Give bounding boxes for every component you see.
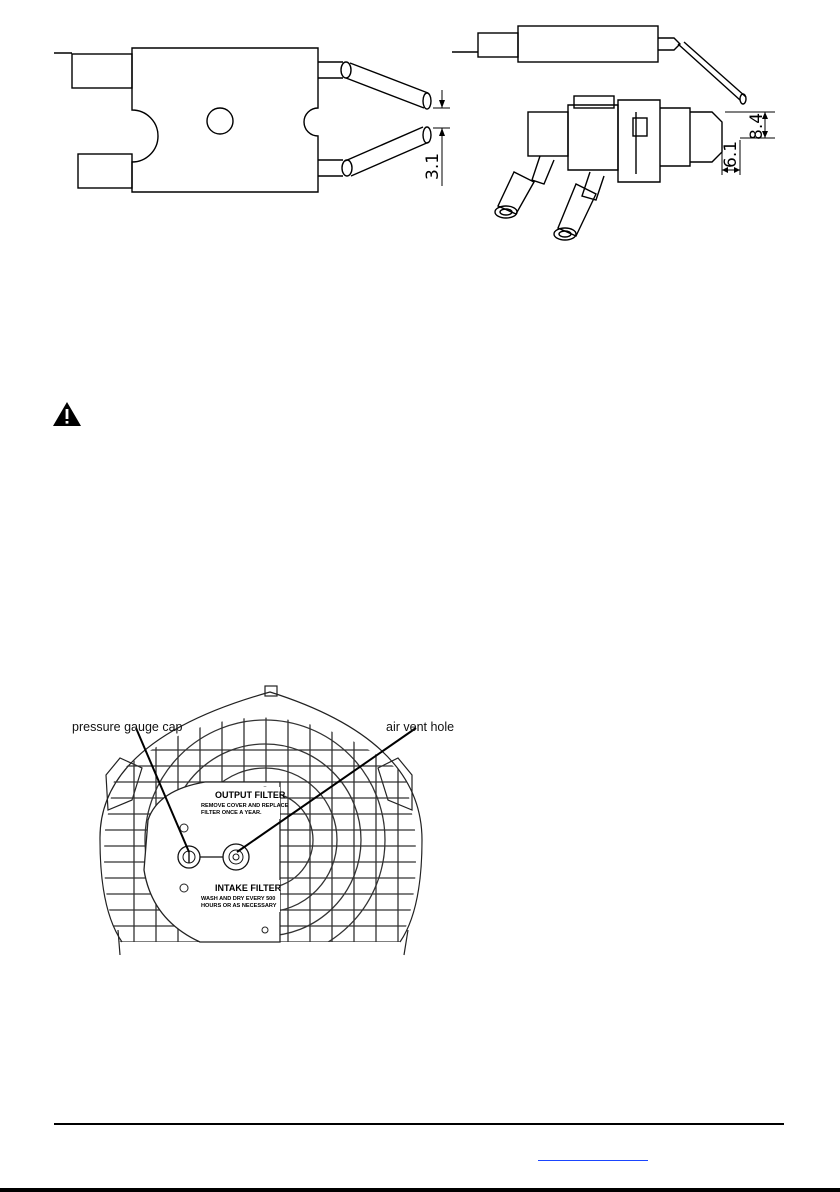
output-filter-line2: FILTER ONCE A YEAR. <box>201 810 262 816</box>
air-vent-hole-label: air vent hole <box>386 720 455 734</box>
page-bottom-edge <box>0 1188 840 1192</box>
nozzle-diagram <box>440 0 840 270</box>
gap-dimension: 3.1 <box>423 152 443 180</box>
footer-link[interactable] <box>538 1140 648 1161</box>
intake-filter-line1: WASH AND DRY EVERY 500 <box>201 896 276 902</box>
output-filter-title: OUTPUT FILTER <box>215 790 286 800</box>
offset-dimension: 6.1 <box>721 140 741 168</box>
pressure-gauge-cap-label: pressure gauge cap <box>72 720 183 734</box>
footer-rule <box>54 1123 784 1125</box>
electrode-diagram <box>0 0 470 270</box>
height-dimension: 8.4 <box>747 112 767 140</box>
pump-diagram <box>60 680 460 970</box>
warning-triangle-icon <box>52 401 82 427</box>
intake-filter-title: INTAKE FILTER <box>215 883 282 893</box>
intake-filter-line2: HOURS OR AS NECESSARY <box>201 903 277 909</box>
output-filter-line1: REMOVE COVER AND REPLACE <box>201 803 289 809</box>
